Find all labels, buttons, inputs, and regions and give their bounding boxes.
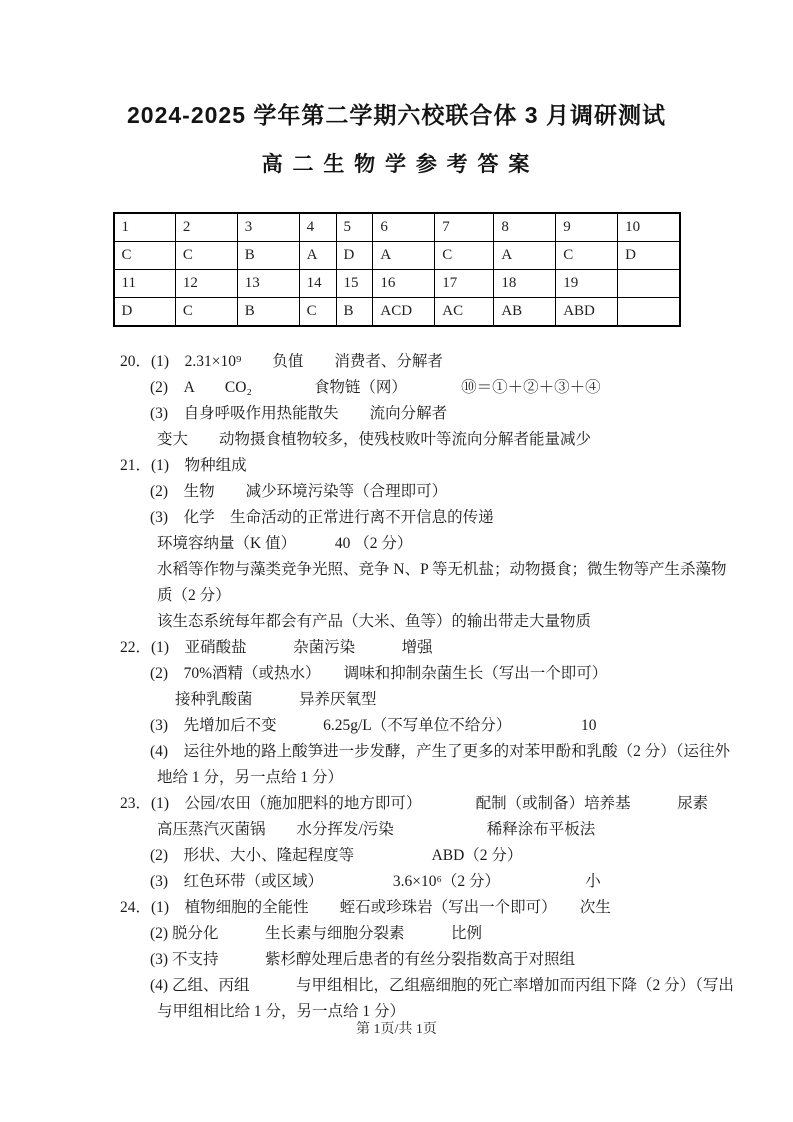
table-cell: C — [299, 298, 336, 327]
answer-line: 高压蒸汽灭菌锅 水分挥发/污染 稀释涂布平板法 — [157, 821, 596, 838]
table-cell: A — [494, 242, 556, 270]
answer-line: (3) 自身呼吸作用热能散失 流向分解者 — [150, 405, 448, 422]
answer-line: 与甲组相比给 1 分，另一点给 1 分） — [157, 1003, 406, 1020]
table-cell: 11 — [114, 270, 176, 298]
table-cell: D — [114, 298, 176, 327]
table-cell: ABD — [556, 298, 618, 327]
table-cell: 13 — [237, 270, 299, 298]
table-cell: 6 — [373, 213, 435, 242]
table-cell: AC — [435, 298, 494, 327]
answer-line: (2) 生物 减少环境污染等（合理即可） — [150, 483, 448, 500]
table-cell: 3 — [237, 213, 299, 242]
answer-line: 环境容纳量（K 值） 40 （2 分） — [157, 535, 413, 552]
answer-line: (2) 脱分化 生长素与细胞分裂素 比例 — [150, 925, 482, 942]
answer-line: (4) 运往外地的路上酸笋进一步发酵，产生了更多的对苯甲酚和乳酸（2 分）（运往外 — [150, 743, 730, 760]
table-cell: A — [373, 242, 435, 270]
table-cell: 19 — [556, 270, 618, 298]
answer-table — [113, 212, 681, 327]
table-cell: C — [556, 242, 618, 270]
answer-line: 接种乳酸菌 异养厌氧型 — [175, 691, 377, 708]
table-cell: 17 — [435, 270, 494, 298]
answer-line: 21．(1) 物种组成 — [120, 457, 247, 474]
answer-line: (3) 先增加后不变 6.25g/L（不写单位不给分） 10 — [150, 717, 597, 734]
table-cell: 15 — [336, 270, 373, 298]
table-cell: ACD — [373, 298, 435, 327]
answer-line: (3) 不支持 紫杉醇处理后患者的有丝分裂指数高于对照组 — [150, 951, 575, 968]
table-cell: 12 — [175, 270, 237, 298]
table-cell: B — [336, 298, 373, 327]
table-cell: B — [237, 242, 299, 270]
table-cell: 14 — [299, 270, 336, 298]
doc-subtitle: 高 二 生 物 学 参 考 答 案 — [261, 153, 532, 176]
answer-line: (4) 乙组、丙组 与甲组相比，乙组癌细胞的死亡率增加而丙组下降（2 分）（写出 — [150, 977, 734, 994]
table-cell: C — [114, 242, 176, 270]
table-cell: 18 — [494, 270, 556, 298]
table-cell: 7 — [435, 213, 494, 242]
table-row — [114, 213, 680, 242]
answer-line: 24．(1) 植物细胞的全能性 蛭石或珍珠岩（写出一个即可） 次生 — [120, 899, 611, 916]
table-cell: B — [237, 298, 299, 327]
answer-line: 该生态系统每年都会有产品（大米、鱼等）的输出带走大量物质 — [157, 613, 592, 630]
answer-line: (2) A CO₂ 食物链（网） ⑩＝①＋②＋③＋④ — [150, 379, 601, 396]
table-cell: 9 — [556, 213, 618, 242]
answer-line: (3) 化学 生命活动的正常进行离不开信息的传递 — [150, 509, 494, 526]
table-row — [114, 242, 680, 270]
answer-line: 质（2 分） — [157, 587, 231, 604]
table-cell — [618, 270, 680, 298]
answer-line: 23．(1) 公园/农田（施加肥料的地方即可） 配制（或制备）培养基 尿素 — [120, 795, 709, 812]
answer-line: 变大 动物摄食植物较多，使残枝败叶等流向分解者能量减少 — [157, 431, 592, 448]
answer-line: 22．(1) 亚硝酸盐 杂菌污染 增强 — [120, 639, 433, 656]
table-cell: C — [175, 242, 237, 270]
table-cell: A — [299, 242, 336, 270]
answer-table-body — [114, 213, 680, 326]
answer-line: (2) 70%酒精（或热水） 调味和抑制杂菌生长（写出一个即可） — [150, 665, 608, 682]
doc-title: 2024-2025 学年第二学期六校联合体 3 月调研测试 — [127, 102, 666, 128]
table-cell: C — [435, 242, 494, 270]
table-cell: C — [175, 298, 237, 327]
table-cell: D — [618, 242, 680, 270]
table-cell: 10 — [618, 213, 680, 242]
answer-line: 地给 1 分，另一点给 1 分） — [157, 769, 344, 786]
answer-line: 20．(1) 2.31×10⁹ 负值 消费者、分解者 — [120, 353, 443, 370]
answers-body — [120, 349, 743, 1025]
page-footer: 第 1页/共 1页 — [356, 1022, 437, 1037]
table-row — [114, 270, 680, 298]
table-row — [114, 298, 680, 327]
table-cell — [618, 298, 680, 327]
answer-line: (2) 形状、大小、隆起程度等 ABD（2 分） — [150, 847, 523, 864]
answer-line: (3) 红色环带（或区域） 3.6×10⁶（2 分） 小 — [150, 873, 601, 890]
table-cell: 1 — [114, 213, 176, 242]
table-cell: 4 — [299, 213, 336, 242]
table-cell: 5 — [336, 213, 373, 242]
table-cell: AB — [494, 298, 556, 327]
table-cell: D — [336, 242, 373, 270]
table-cell: 2 — [175, 213, 237, 242]
table-cell: 8 — [494, 213, 556, 242]
table-cell: 16 — [373, 270, 435, 298]
answer-line: 水稻等作物与藻类竞争光照、竞争 N、P 等无机盐；动物摄食；微生物等产生杀藻物 — [157, 561, 727, 578]
